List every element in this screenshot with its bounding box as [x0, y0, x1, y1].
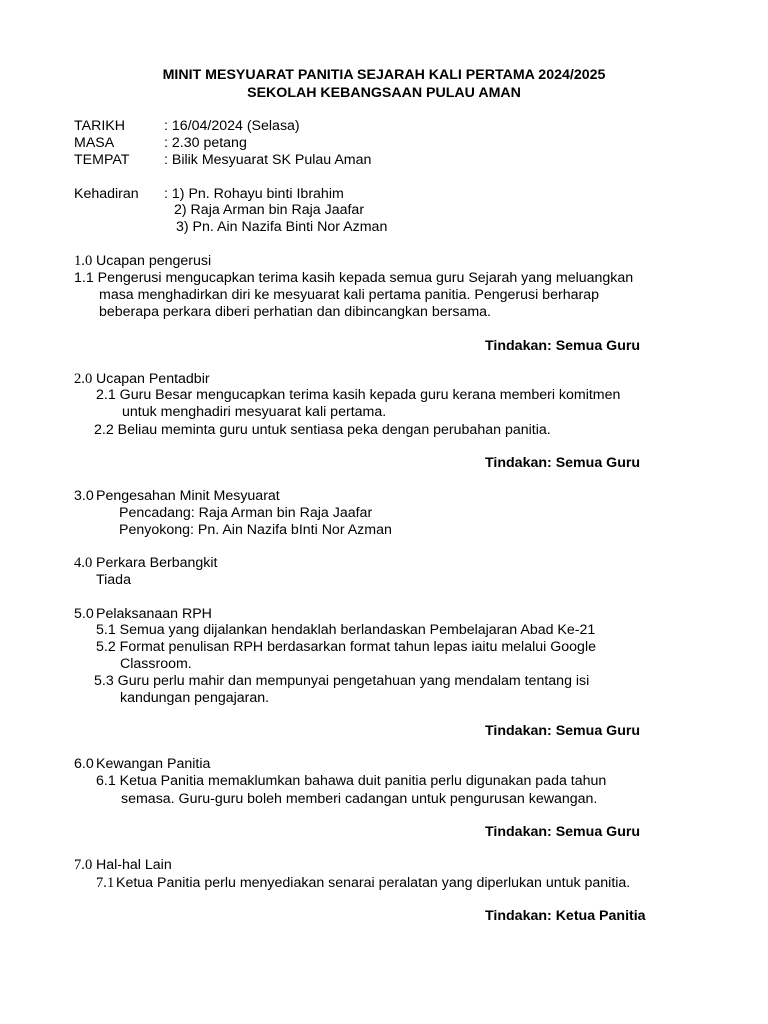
doc-title-line1: MINIT MESYUARAT PANITIA SEJARAH KALI PERTAMA 2024/2025	[162, 67, 606, 83]
section-2-paragraph: 2.2 Beliau meminta guru untuk sentiasa peka dengan perubahan panitia.	[94, 422, 551, 438]
section-5-action: Tindakan: Semua Guru	[485, 723, 641, 739]
section-3-title: Pengesahan Minit Mesyuarat	[96, 488, 280, 504]
section-1-title: Ucapan pengerusi	[96, 253, 212, 269]
section-5-paragraph: 5.3 Guru perlu mahir dan mempunyai pengetahuan yang mendalam tentang isi	[94, 673, 590, 689]
section-4-title: Perkara Berbangkit	[96, 555, 218, 571]
section-3-paragraph: Pencadang: Raja Arman bin Raja Jaafar	[119, 505, 373, 521]
section-7-action: Tindakan: Ketua Panitia	[485, 908, 646, 924]
section-1-paragraph: 1.1 Pengerusi mengucapkan terima kasih kepada semua guru Sejarah yang meluangkan	[74, 270, 634, 286]
section-7-number: 7.0	[74, 857, 93, 873]
doc-title-line2: SEKOLAH KEBANGSAAN PULAU AMAN	[247, 85, 521, 101]
section-5-number: 5.0	[74, 606, 94, 622]
section-6-paragraph: 6.1 Ketua Panitia memaklumkan bahawa duit panitia perlu digunakan pada tahun	[96, 773, 607, 789]
section-1-paragraph: masa menghadirkan diri ke mesyuarat kali pertama panitia. Pengerusi berharap	[99, 287, 599, 303]
attendee-item: : 1) Pn. Rohayu binti Ibrahim	[164, 186, 344, 202]
section-4-number: 4.0	[74, 555, 93, 571]
section-1-action: Tindakan: Semua Guru	[485, 338, 641, 354]
section-1-paragraph: beberapa perkara diberi perhatian dan dibincangkan bersama.	[99, 304, 491, 320]
section-5-title: Pelaksanaan RPH	[96, 606, 212, 622]
section-2-title: Ucapan Pentadbir	[96, 371, 210, 387]
section-6-title: Kewangan Panitia	[96, 756, 211, 772]
attendee-item: 3) Pn. Ain Nazifa Binti Nor Azman	[176, 219, 388, 235]
section-2-paragraph: 2.1 Guru Besar mengucapkan terima kasih kepada guru kerana memberi komitmen	[96, 387, 621, 403]
section-6-number: 6.0	[74, 756, 94, 772]
section-4-paragraph: Tiada	[96, 572, 131, 588]
section-1-number: 1.0	[74, 253, 93, 269]
section-5-paragraph: 5.2 Format penulisan RPH berdasarkan format tahun lepas iaitu melalui Google	[96, 639, 596, 655]
tarikh-label: TARIKH	[74, 118, 125, 134]
section-6-paragraph: semasa. Guru-guru boleh memberi cadangan untuk pengurusan kewangan.	[121, 791, 598, 807]
section-2-action: Tindakan: Semua Guru	[485, 455, 641, 471]
section-6-action: Tindakan: Semua Guru	[485, 824, 641, 840]
attendee-item: 2) Raja Arman bin Raja Jaafar	[174, 202, 365, 218]
tarikh-value: : 16/04/2024 (Selasa)	[164, 118, 300, 134]
section-3-paragraph: Penyokong: Pn. Ain Nazifa bInti Nor Azman	[119, 522, 392, 538]
section-2-number: 2.0	[74, 371, 93, 387]
section-5-paragraph: kandungan pengajaran.	[120, 690, 270, 706]
section-2-paragraph: untuk menghadiri mesyuarat kali pertama.	[122, 404, 387, 420]
masa-value: : 2.30 petang	[164, 135, 247, 151]
section-7-paragraph: Ketua Panitia perlu menyediakan senarai peralatan yang diperlukan untuk panitia.	[116, 875, 631, 891]
section-5-paragraph: Classroom.	[120, 656, 192, 672]
tempat-value: : Bilik Mesyuarat SK Pulau Aman	[164, 152, 372, 168]
tempat-label: TEMPAT	[74, 152, 130, 168]
kehadiran-label: Kehadiran	[74, 186, 139, 202]
masa-label: MASA	[74, 135, 115, 151]
section-3-number: 3.0	[74, 488, 94, 504]
section-7-subnumber: 7.1	[96, 875, 115, 891]
section-5-paragraph: 5.1 Semua yang dijalankan hendaklah berlandaskan Pembelajaran Abad Ke-21	[96, 622, 596, 638]
section-7-title: Hal-hal Lain	[96, 857, 172, 873]
